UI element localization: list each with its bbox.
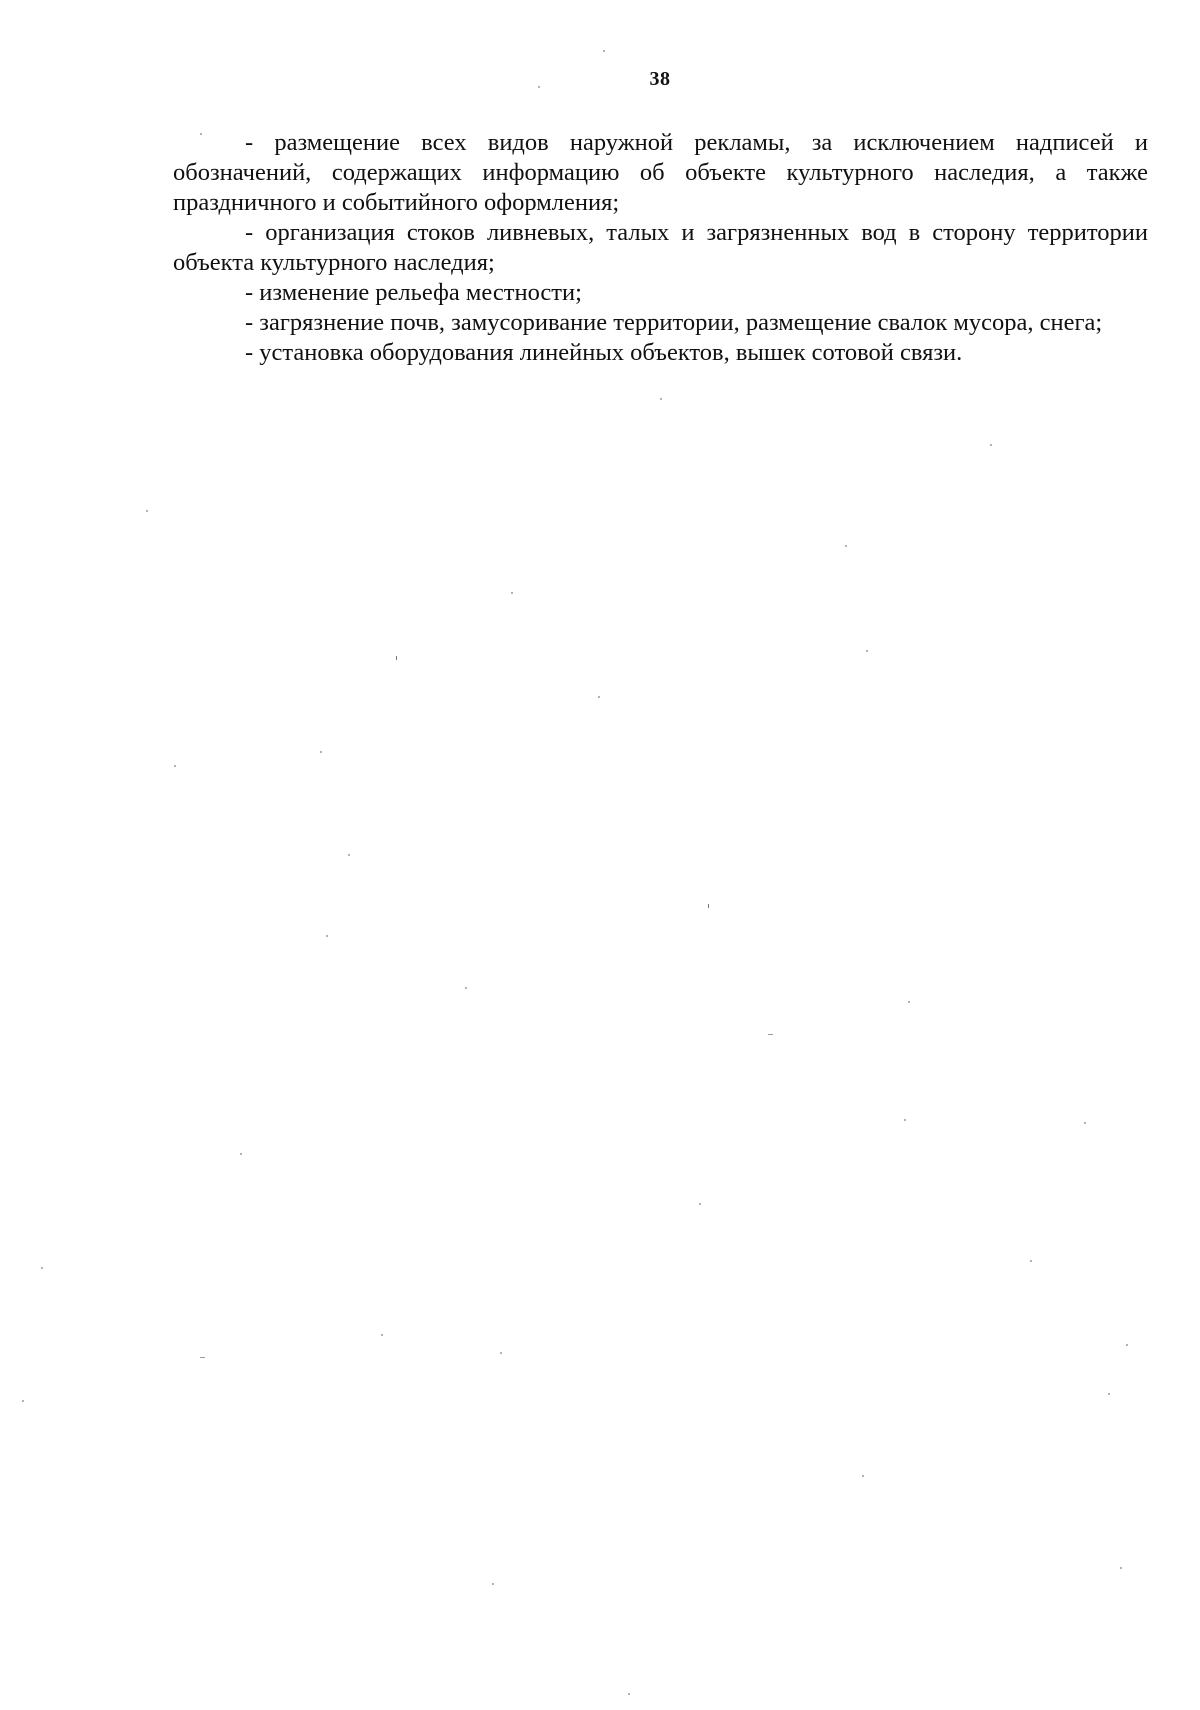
scan-speck xyxy=(768,1034,773,1035)
scan-speck xyxy=(41,1267,43,1269)
scan-speck xyxy=(146,510,148,512)
scan-speck xyxy=(603,50,605,52)
scan-speck xyxy=(174,765,176,767)
scan-speck xyxy=(699,1203,701,1205)
scan-speck xyxy=(1120,1567,1122,1569)
scan-speck xyxy=(598,696,600,698)
scan-speck xyxy=(538,86,540,88)
page-number: 38 xyxy=(649,68,671,90)
scan-speck xyxy=(465,987,467,989)
list-item-pollution: - загрязнение почв, замусоривание территории, размещение свалок мусора, снега; xyxy=(245,309,1103,336)
scan-speck xyxy=(200,133,202,135)
scan-speck xyxy=(708,904,709,908)
scan-speck xyxy=(1030,1260,1032,1262)
scan-speck xyxy=(326,935,328,937)
scan-speck xyxy=(320,751,322,753)
scan-speck xyxy=(862,1475,864,1477)
scan-speck xyxy=(990,444,992,446)
scan-speck xyxy=(240,1153,242,1155)
scan-speck xyxy=(1084,1122,1086,1124)
scan-speck xyxy=(628,1693,630,1695)
scan-speck xyxy=(396,656,397,660)
scan-speck xyxy=(200,1357,205,1358)
list-item-advertising: - размещение всех видов наружной рекламы, за исключением надписей и обозначений, содержащих информацию об объекте культурного наследия, а также праздничного и событийного оформления; xyxy=(173,129,1148,216)
scan-speck xyxy=(500,1352,502,1354)
document-body xyxy=(173,128,1148,368)
list-item-equipment: - установка оборудования линейных объектов, вышек сотовой связи. xyxy=(245,339,963,366)
scan-speck xyxy=(22,1400,24,1402)
scan-speck xyxy=(348,854,350,856)
scan-speck xyxy=(908,1001,910,1003)
scan-speck xyxy=(492,1583,494,1585)
scan-speck xyxy=(381,1334,383,1336)
scan-speck xyxy=(866,650,868,652)
scan-speck xyxy=(1126,1344,1128,1346)
scan-speck xyxy=(904,1119,906,1121)
scan-speck xyxy=(845,545,847,547)
scan-speck xyxy=(1108,1393,1110,1395)
scan-speck xyxy=(660,398,662,400)
list-item-relief: - изменение рельефа местности; xyxy=(245,279,582,306)
list-item-drainage: - организация стоков ливневых, талых и загрязненных вод в сторону территории объекта культурного наследия; xyxy=(173,219,1148,276)
scan-speck xyxy=(511,592,513,594)
